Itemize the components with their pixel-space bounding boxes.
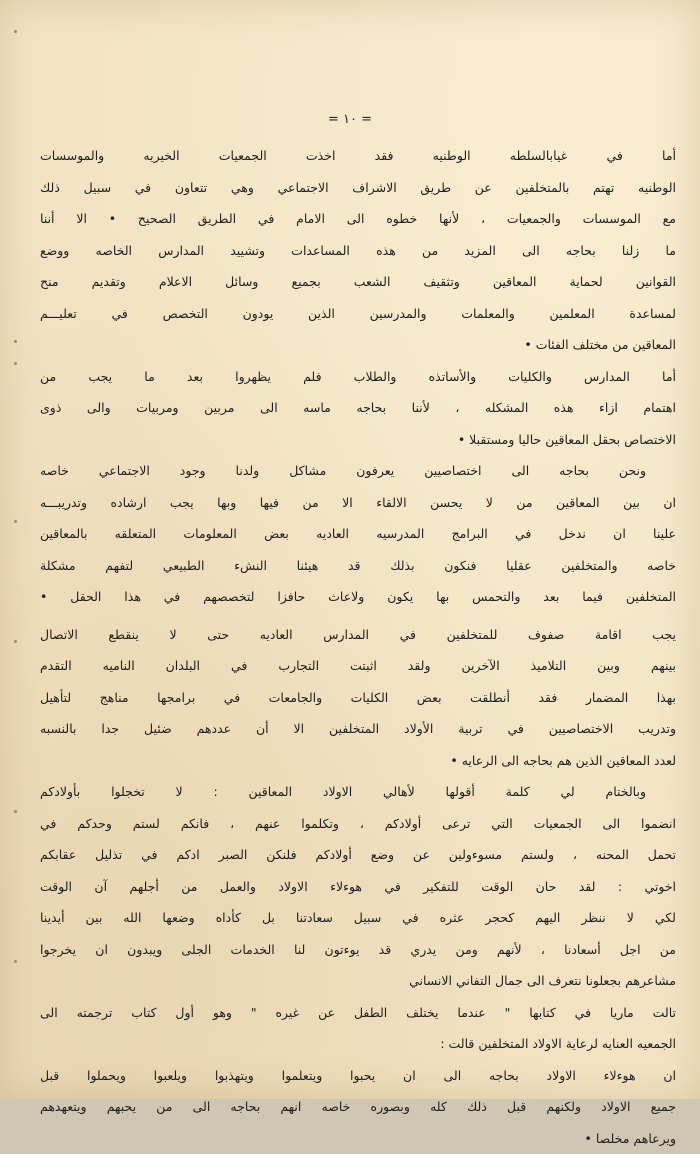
binding-hole (14, 340, 17, 343)
text-line: المعاقين من مختلف الفئات • (40, 329, 676, 361)
binding-hole (14, 520, 17, 523)
text-line: ويرعاهم مخلصا • (40, 1123, 676, 1154)
text-line: ان بين المعاقين من لا يحسن الالقاء الا من فيها وبها يجب ارشاده وتدريبـــه (40, 487, 676, 519)
text-line: لمساعدة المعلمين والمعلمات والمدرسين الذين يودون التخصص في تعليـــم (40, 298, 676, 330)
text-line: اخوتي : لقد حان الوقت للتفكير في هوءلاء الاولاد والعمل من أجلهم آن الوقت (40, 871, 676, 903)
binding-holes (14, 0, 26, 1099)
text-line: بينهم وبين التلاميذ الآخرين ولقد اثبتت التجارب في البلدان الناميه التقدم (40, 650, 676, 682)
text-line: أما المدارس والكليات والأساتذه والطلاب فلم يظهروا بعد ما يجب من (40, 361, 676, 393)
text-line: الجمعيه العنايه لرعاية الاولاد المتخلفين قالت : (40, 1028, 676, 1060)
text-line: أما في غيابالسلطه الوطنيه فقد اخذت الجمعيات الخيريه والموسسات (40, 140, 676, 172)
page-number: = ١٠ = (0, 112, 700, 127)
text-line: المتخلفين فيما بعد والتحمس بها يكون ولاعاث حافزا لتخصصهم في هذا الحقل • (40, 581, 676, 613)
text-line: ما زلنا بحاجه الى المزيد من هذه المساعدات وتشييد المدارس الخاصه ووضع (40, 235, 676, 267)
text-line: انضموا الى الجمعيات التي ترعى أولادكم ، وتكلموا عنهم ، فانكم لستم وحدكم في (40, 808, 676, 840)
text-line: يجب اقامة صفوف للمتخلفين في المدارس العاديه حتى لا ينقطع الاتصال (40, 619, 676, 651)
text-line: وبالختام لي كلمة أقولها لأهالي الاولاد المعاقين : لا تخجلوا بأولادكم (40, 776, 676, 808)
text-line: وتدريب الاختصاصيين في تربية الأولاد المتخلفين الا أن عددهم ضئيل جدا بالنسبه (40, 713, 676, 745)
text-line: الوطنيه تهتم بالمتخلفين عن طريق الاشراف الاجتماعي وهي تتعاون في سبيل ذلك (40, 172, 676, 204)
text-line: مع الموسسات والجمعيات ، لأنها خطوه الى الامام في الطريق الصحيح • الا أننا (40, 203, 676, 235)
binding-hole (14, 30, 17, 33)
binding-hole (14, 640, 17, 643)
text-line: ان هوءلاء الاولاد بحاجه الى ان يحبوا ويتعلموا ويتهذبوا ويلعبوا ويحملوا قبل (40, 1060, 676, 1092)
text-line: علينا ان ندخل في البرامج المدرسيه العاديه بعض المعلومات المتعلقه بالمعاقين (40, 518, 676, 550)
text-line: مشاعرهم بجعلونا نتعرف الى جمال التفاني الانساني (40, 965, 676, 997)
binding-hole (14, 362, 17, 365)
text-line: لعدد المعاقين الذين هم بحاجه الى الرعايه • (40, 745, 676, 777)
text-line: لكي لا ننظر اليهم كحجر عثره في سبيل سعادتنا بل كأداه وضعها الله بين أيدينا (40, 902, 676, 934)
text-line: بهذا المضمار فقد أنطلقت بعض الكليات والجامعات في برامجها مناهج لتأهيل (40, 682, 676, 714)
text-line: الاختصاص بحقل المعاقين حاليا ومستقبلا • (40, 424, 676, 456)
text-line: تالت ماريا في كتابها " عندما يختلف الطفل عن غيره " وهو أول كتاب ترجمته الى (40, 997, 676, 1029)
binding-hole (14, 810, 17, 813)
text-line: القوانين لحماية المعاقين وتثقيف الشعب بجميع وسائل الاعلام وتقديم منح (40, 266, 676, 298)
text-line: خاصه والمتخلفين عقليا فنكون بذلك قد هيئنا النشء الطبيعي لتفهم مشكلة (40, 550, 676, 582)
text-line: اهتمام ازاء هذه المشكله ، لأننا بحاجه ماسه الى مربين ومربيات والى ذوى (40, 392, 676, 424)
binding-hole (14, 960, 17, 963)
text-line: ونحن بحاجه الى اختصاصيين يعرفون مشاكل ولدنا وجود الاجتماعي خاصه (40, 455, 676, 487)
text-line: تحمل المحنه ، ولستم مسوءولين عن وضع أولادكم فلنكن الصبر ادكم في تذليل عقابكم (40, 839, 676, 871)
body-text (40, 140, 676, 1154)
text-line: جميع الاولاد ولكنهم قبل ذلك كله وبصوره خاصه انهم بحاجه الى من يحبهم ويتعهدهم (40, 1091, 676, 1123)
text-line: من اجل أسعادنا ، لأنهم ومن يدري قد يوءتون لنا الخدمات الجلى ويبدون ان يخرجوا (40, 934, 676, 966)
